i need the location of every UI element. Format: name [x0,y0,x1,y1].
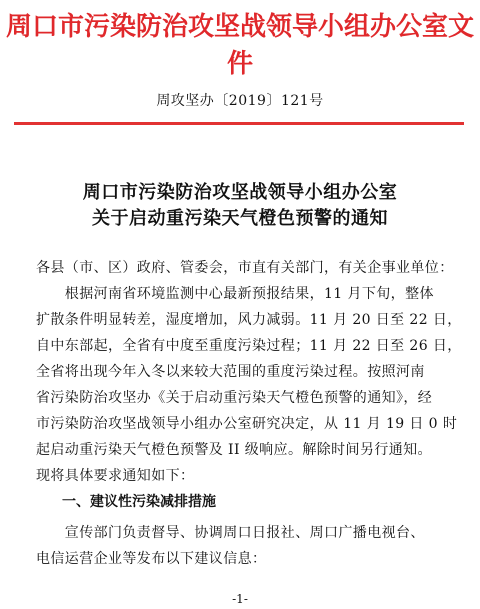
salutation [36,255,454,281]
document-number: 周攻坚办〔2019〕121号 [156,93,324,109]
paragraph-line: 扩散条件明显转差，湿度增加，风力减弱。11 月 20 日至 22 日， [36,312,462,328]
paragraph-line: 起启动重污染天气橙色预警及 II 级响应。解除时间另行通知。 [36,442,432,458]
paragraph-line: 电信运营企业等发布以下建议信息： [36,551,267,567]
paragraph-line: 宣传部门负责督导、协调周口日报社、周口广播电视台、 [36,525,425,541]
paragraph-line: 省污染防治攻坚办《关于启动重污染天气橙色预警的通知》，经 [36,390,433,406]
salutation-text: 各县（市、区）政府、管委会，市直有关部门，有关企事业单位： [36,260,454,276]
section-1-heading: 一、建议性污染减排措施 [62,494,216,510]
paragraph-line: 市污染防治攻坚战领导小组办公室研究决定，从 11 月 19 日 0 时 [36,416,458,432]
notice-title-line-2: 关于启动重污染天气橙色预警的通知 [92,208,388,229]
issuer-header: 周口市污染防治攻坚战领导小组办公室文件 [5,12,474,79]
body-paragraph-1 [36,281,462,489]
paragraph-line: 现将具体要求通知如下： [36,468,195,484]
paragraph-line: 全省将出现今年入冬以来较大范围的重度污染过程。按照河南 [36,364,425,380]
notice-title-line-1: 周口市污染防治攻坚战领导小组办公室 [82,182,398,203]
red-divider-line [14,122,464,125]
page-number: -1- [232,592,248,606]
body-paragraph-2 [36,520,446,572]
paragraph-line: 自中东部起，全省有中度至重度污染过程；11 月 22 日至 26 日， [36,338,462,354]
paragraph-line: 根据河南省环境监测中心最新预报结果，11 月下旬，整体 [36,286,434,302]
